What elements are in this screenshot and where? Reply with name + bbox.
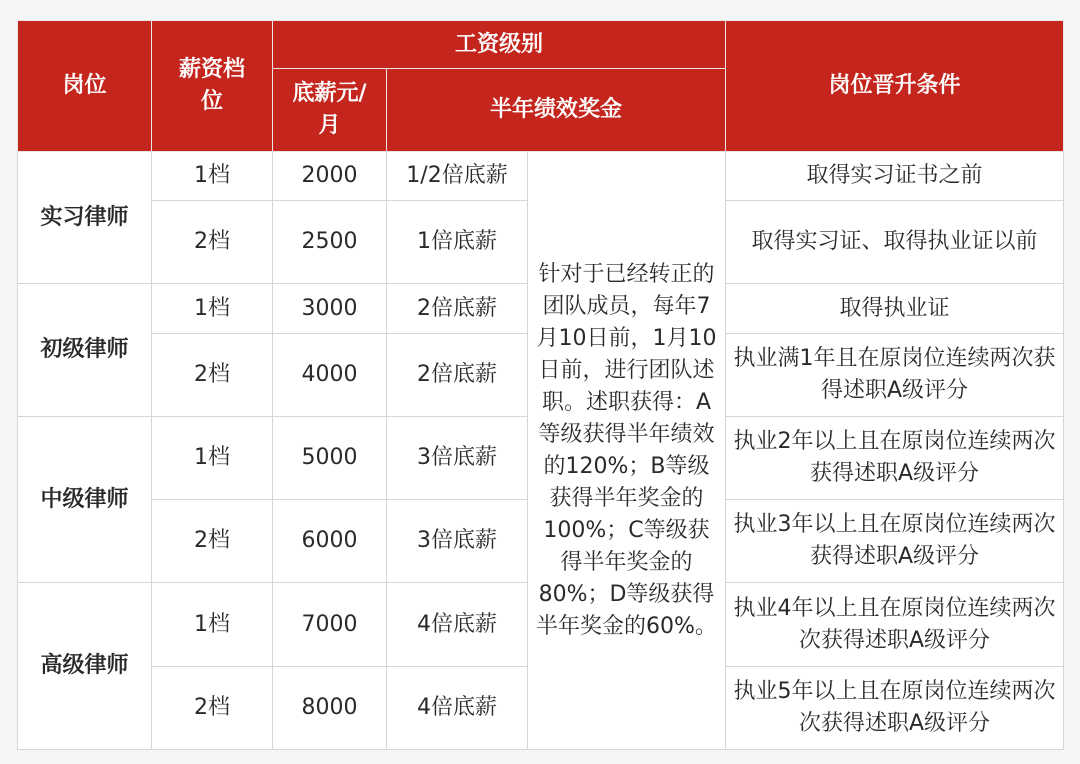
position-cell: 中级律师 [18, 416, 152, 583]
grade-cell: 1档 [152, 284, 273, 333]
base-salary-cell: 2000 [273, 152, 387, 201]
header-salary-level: 工资级别 [273, 21, 726, 69]
grade-cell: 2档 [152, 333, 273, 416]
header-position: 岗位 [18, 21, 152, 152]
position-cell: 实习律师 [18, 152, 152, 284]
base-salary-cell: 5000 [273, 416, 387, 499]
grade-cell: 2档 [152, 500, 273, 583]
condition-cell: 执业3年以上且在原岗位连续两次获得述职A级评分 [726, 500, 1064, 583]
condition-cell: 取得实习证书之前 [726, 152, 1064, 201]
base-salary-cell: 2500 [273, 201, 387, 284]
header-half-year-bonus: 半年绩效奖金 [387, 69, 726, 152]
grade-cell: 1档 [152, 416, 273, 499]
table-row [18, 152, 1064, 201]
salary-table [17, 20, 1064, 750]
position-cell: 初级律师 [18, 284, 152, 416]
grade-cell: 1档 [152, 583, 273, 666]
condition-cell: 取得实习证、取得执业证以前 [726, 201, 1064, 284]
bonus-cell: 3倍底薪 [387, 500, 528, 583]
bonus-rule-note: 针对于已经转正的团队成员，每年7月10日前，1月10日前，进行团队述职。述职获得：A等级获得半年绩效的120%；B等级获得半年奖金的100%；C等级获得半年奖金的80%；D等级获得半年奖金的60%。 [528, 152, 726, 750]
condition-cell: 执业4年以上且在原岗位连续两次次获得述职A级评分 [726, 583, 1064, 666]
base-salary-cell: 7000 [273, 583, 387, 666]
position-cell: 高级律师 [18, 583, 152, 750]
bonus-cell: 1倍底薪 [387, 201, 528, 284]
grade-cell: 2档 [152, 666, 273, 749]
base-salary-cell: 3000 [273, 284, 387, 333]
base-salary-cell: 4000 [273, 333, 387, 416]
bonus-cell: 2倍底薪 [387, 333, 528, 416]
grade-cell: 2档 [152, 201, 273, 284]
bonus-cell: 1/2倍底薪 [387, 152, 528, 201]
bonus-cell: 3倍底薪 [387, 416, 528, 499]
condition-cell: 取得执业证 [726, 284, 1064, 333]
header-grade: 薪资档位 [152, 21, 273, 152]
header-base-salary: 底薪元/月 [273, 69, 387, 152]
condition-cell: 执业2年以上且在原岗位连续两次获得述职A级评分 [726, 416, 1064, 499]
bonus-cell: 4倍底薪 [387, 666, 528, 749]
header-promotion-condition: 岗位晋升条件 [726, 21, 1064, 152]
salary-table-container [17, 20, 1063, 750]
base-salary-cell: 6000 [273, 500, 387, 583]
bonus-cell: 2倍底薪 [387, 284, 528, 333]
bonus-cell: 4倍底薪 [387, 583, 528, 666]
condition-cell: 执业5年以上且在原岗位连续两次次获得述职A级评分 [726, 666, 1064, 749]
grade-cell: 1档 [152, 152, 273, 201]
base-salary-cell: 8000 [273, 666, 387, 749]
condition-cell: 执业满1年且在原岗位连续两次获得述职A级评分 [726, 333, 1064, 416]
